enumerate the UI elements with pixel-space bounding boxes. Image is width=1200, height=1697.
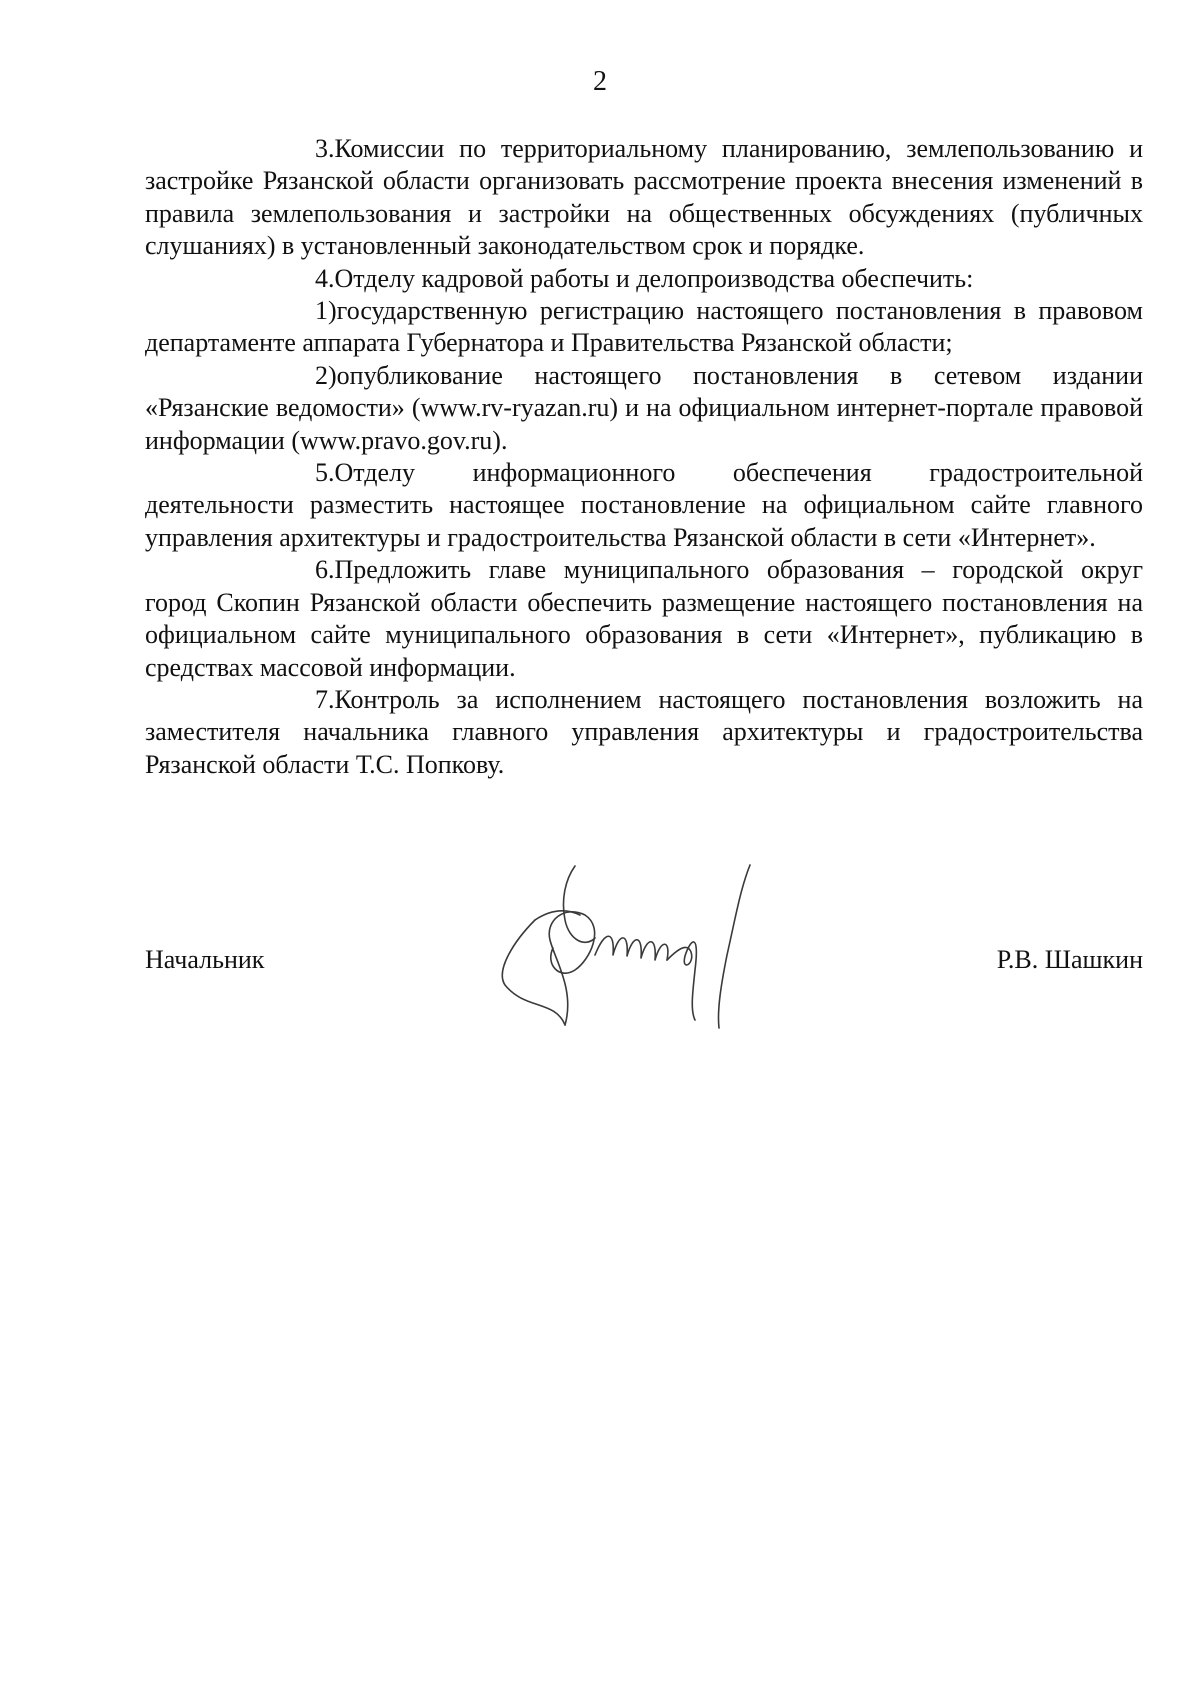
paragraph-text: Комиссии по территориальному планированию, землепользованию и застройке Рязанской области организовать рассмотрение проекта внесения изменений в правила землепользования и застройки на общественных обсуждениях (публичных слушаниях) в установленный законодательством срок и порядке. [145, 134, 1143, 261]
paragraph-number: 7. [315, 684, 335, 714]
paragraph-5 [145, 457, 1143, 554]
paragraph-text: Контроль за исполнением настоящего постановления возложить на заместителя начальника главного управления архитектуры и градостроительства Рязанской области Т.С. Попкову. [145, 684, 1143, 779]
paragraph-4-2 [145, 360, 1143, 457]
paragraph-number: 2) [315, 360, 337, 390]
paragraph-number: 1) [315, 296, 337, 326]
paragraph-text: государственную регистрацию настоящего постановления в правовом департаменте аппарата Губернатора и Правительства Рязанской области; [145, 296, 1143, 358]
paragraph-7 [145, 684, 1143, 781]
paragraph-4-1 [145, 295, 1143, 360]
paragraph-text: Отделу кадровой работы и делопроизводства обеспечить: [334, 263, 974, 293]
paragraph-text: Отделу информационного обеспечения градостроительной деятельности разместить настоящее постановление на официальном сайте главного управления архитектуры и градостроительства Рязанской области в сети «Интернет». [145, 458, 1143, 552]
paragraph-4 [145, 263, 1143, 295]
signature-block [145, 944, 1143, 984]
document-body [145, 133, 1143, 781]
paragraph-number: 6. [315, 555, 335, 585]
paragraph-number: 4. [315, 263, 335, 293]
page-number: 2 [593, 66, 607, 97]
signatory-title: Начальник [145, 945, 265, 974]
paragraph-text: Предложить главе муниципального образования – городской округ город Скопин Рязанской области обеспечить размещение настоящего постановления на официальном сайте муниципального образования в сети «Интернет», публикацию в средствах массовой информации. [145, 555, 1143, 682]
paragraph-6 [145, 554, 1143, 684]
signatory-name: Р.В. Шашкин [996, 945, 1143, 974]
paragraph-number: 3. [315, 134, 335, 163]
paragraph-text: опубликование настоящего постановления в сетевом издании «Рязанские ведомости» (www.rv-ryazan.ru) и на официальном интернет-портале правовой информации (www.pravo.gov.ru). [145, 360, 1143, 455]
paragraph-3 [145, 133, 1143, 263]
paragraph-number: 5. [315, 458, 335, 488]
